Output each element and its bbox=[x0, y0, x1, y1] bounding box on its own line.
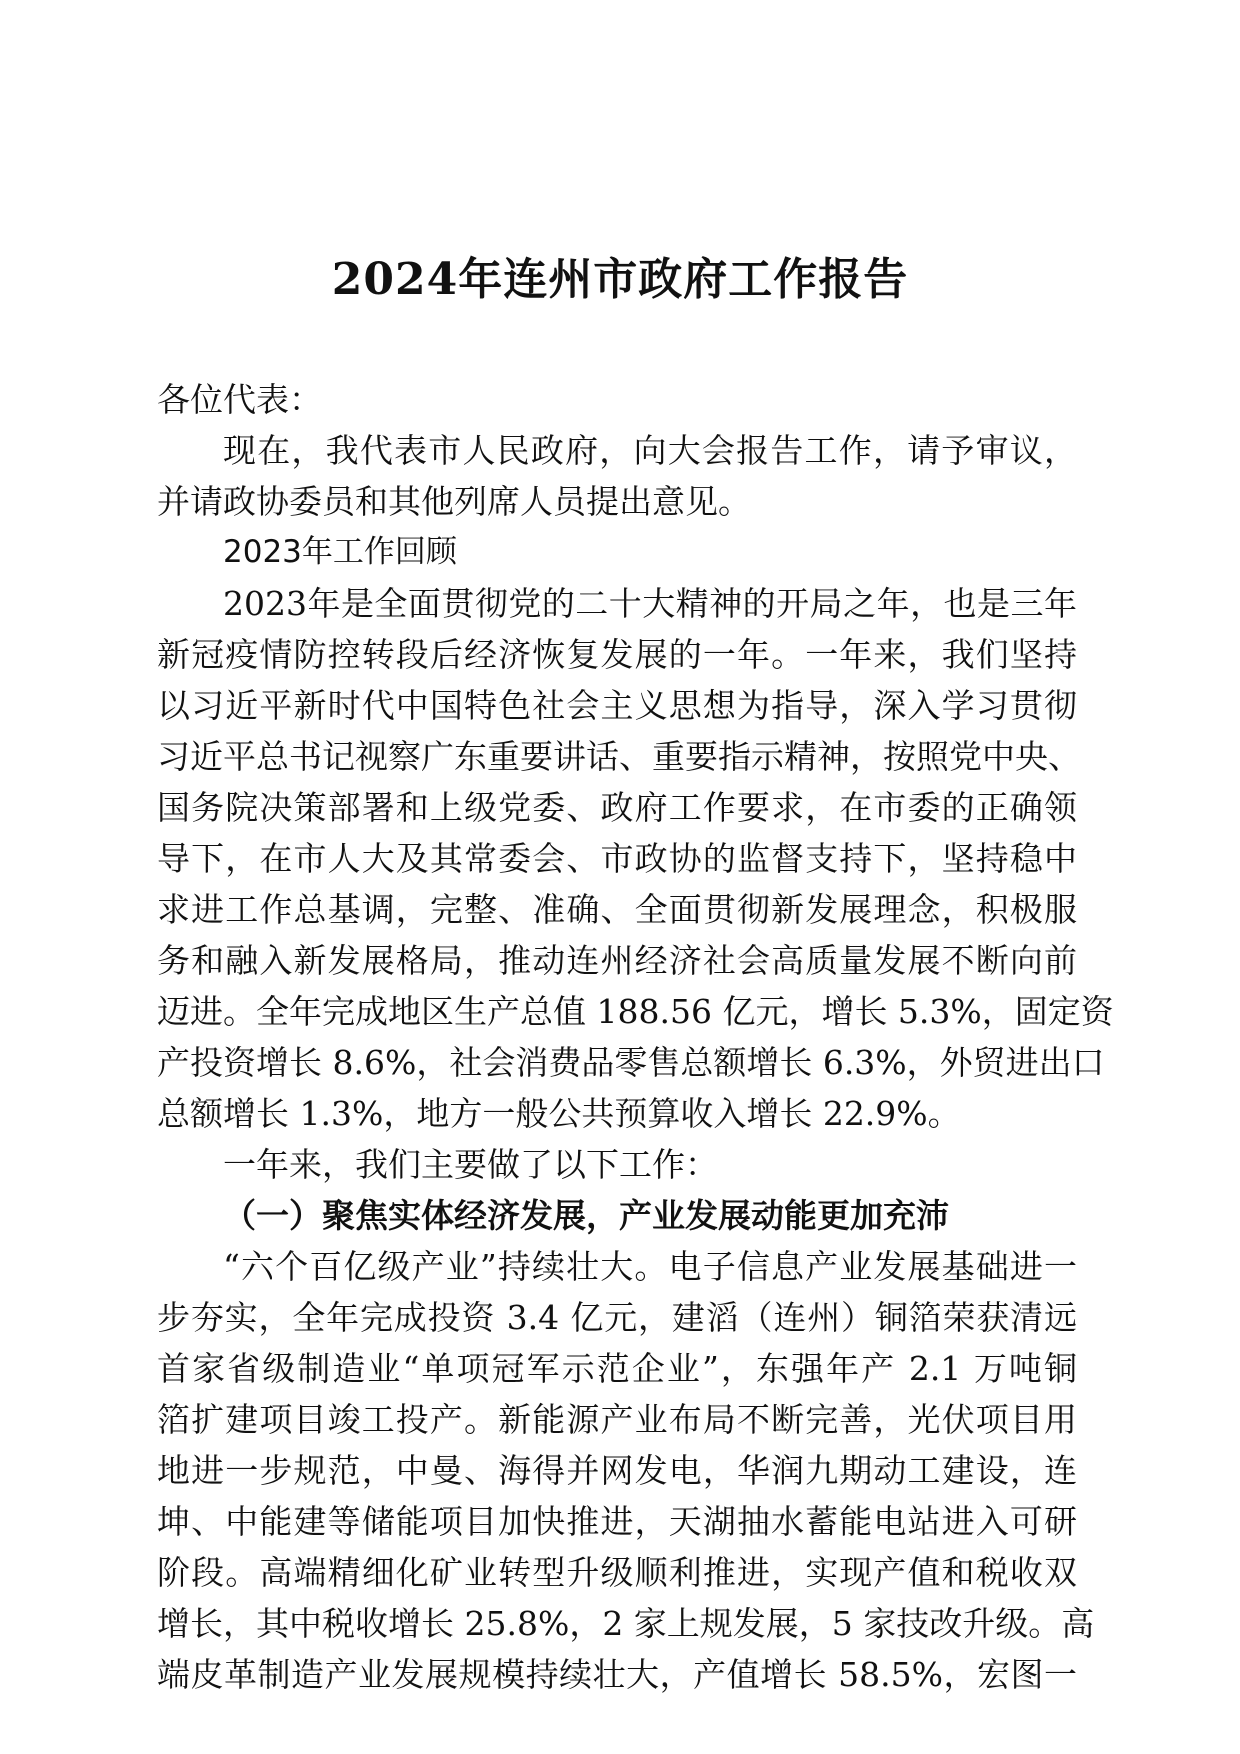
paragraph-line: 以习近平新时代中国特色社会主义思想为指导，深入学习贯彻 bbox=[157, 686, 1077, 725]
paragraph-line: 务和融入新发展格局，推动连州经济社会高质量发展不断向前 bbox=[157, 941, 1077, 980]
paragraph-line: 求进工作总基调，完整、准确、全面贯彻新发展理念，积极服 bbox=[157, 890, 1077, 929]
paragraph-line: 增长，其中税收增长 25.8%，2 家上规发展，5 家技改升级。高 bbox=[157, 1604, 1095, 1643]
paragraph-line: 各位代表： bbox=[157, 380, 322, 419]
paragraph-line: 箔扩建项目竣工投产。新能源产业布局不断完善，光伏项目用 bbox=[157, 1400, 1077, 1439]
paragraph-line: 阶段。高端精细化矿业转型升级顺利推进，实现产值和税收双 bbox=[157, 1553, 1077, 1592]
paragraph-line: 坤、中能建等储能项目加快推进，天湖抽水蓄能电站进入可研 bbox=[157, 1502, 1077, 1541]
subsection-heading: （一）聚焦实体经济发展，产业发展动能更加充沛 bbox=[223, 1196, 949, 1235]
paragraph-line: 首家省级制造业“单项冠军示范企业”，东强年产 2.1 万吨铜 bbox=[157, 1349, 1077, 1388]
paragraph-line: 总额增长 1.3%，地方一般公共预算收入增长 22.9%。 bbox=[157, 1094, 961, 1133]
paragraph-line: 端皮革制造产业发展规模持续壮大，产值增长 58.5%，宏图一 bbox=[157, 1655, 1077, 1694]
paragraph-line: 并请政协委员和其他列席人员提出意见。 bbox=[157, 482, 751, 521]
paragraph-line: 产投资增长 8.6%，社会消费品零售总额增长 6.3%，外贸进出口 bbox=[157, 1043, 1105, 1082]
paragraph-line: 习近平总书记视察广东重要讲话、重要指示精神，按照党中央、 bbox=[157, 737, 1081, 776]
paragraph-line: 2023年是全面贯彻党的二十大精神的开局之年，也是三年 bbox=[223, 584, 1077, 623]
paragraph-line: 现在，我代表市人民政府，向大会报告工作，请予审议， bbox=[223, 431, 1077, 470]
section-heading: 2023年工作回顾 bbox=[223, 534, 457, 570]
paragraph-line: 一年来，我们主要做了以下工作： bbox=[223, 1145, 718, 1184]
paragraph-line: 迈进。全年完成地区生产总值 188.56 亿元，增长 5.3%，固定资 bbox=[157, 992, 1114, 1031]
paragraph-line: “六个百亿级产业”持续壮大。电子信息产业发展基础进一 bbox=[223, 1247, 1077, 1286]
paragraph-line: 步夯实，全年完成投资 3.4 亿元，建滔（连州）铜箔荣获清远 bbox=[157, 1298, 1077, 1337]
paragraph-line: 导下，在市人大及其常委会、市政协的监督支持下，坚持稳中 bbox=[157, 839, 1077, 878]
document-title: 2024年连州市政府工作报告 bbox=[331, 254, 909, 305]
document-body bbox=[157, 374, 1114, 1700]
paragraph-line: 地进一步规范，中曼、海得并网发电，华润九期动工建设，连 bbox=[157, 1451, 1077, 1490]
paragraph-line: 国务院决策部署和上级党委、政府工作要求，在市委的正确领 bbox=[157, 788, 1077, 827]
paragraph-line: 新冠疫情防控转段后经济恢复发展的一年。一年来，我们坚持 bbox=[157, 635, 1077, 674]
